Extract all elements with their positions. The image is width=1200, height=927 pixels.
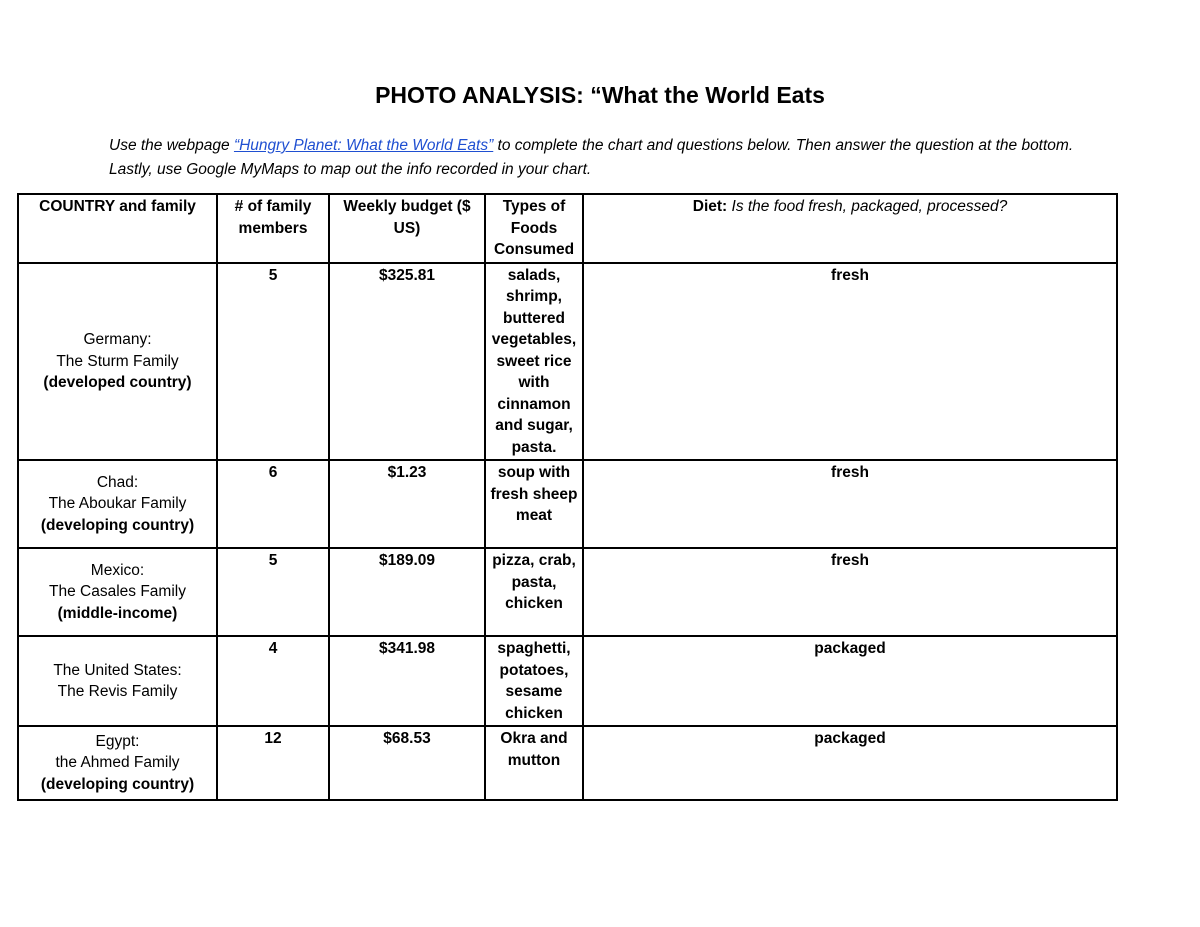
- diet-cell: fresh: [583, 460, 1117, 548]
- table-row: [18, 636, 1117, 726]
- budget-cell: $68.53: [329, 726, 485, 800]
- instructions-paragraph: [109, 134, 1099, 182]
- members-cell: 6: [217, 460, 329, 548]
- family-name: The Revis Family: [57, 683, 178, 700]
- foods-cell: spaghetti, potatoes, sesame chicken: [485, 636, 583, 726]
- page-title: PHOTO ANALYSIS: “What the World Eats: [375, 82, 825, 108]
- table-row: [18, 726, 1117, 800]
- country-status: (developing country): [40, 516, 195, 534]
- family-name: the Ahmed Family: [55, 754, 180, 772]
- budget-cell: $341.98: [329, 636, 485, 726]
- header-diet: [583, 194, 1117, 263]
- members-cell: 5: [217, 548, 329, 636]
- country-cell: [18, 548, 217, 636]
- instructions-text-after: to complete the chart and questions below. Then answer the question at the bottom. Lastly, use Google MyMaps to map out the info recorded in your chart.: [109, 137, 1074, 178]
- budget-cell: $189.09: [329, 548, 485, 636]
- foods-cell: pizza, crab, pasta, chicken: [485, 548, 583, 636]
- country-name: Germany:: [83, 331, 152, 348]
- table-header-row: [18, 194, 1117, 263]
- header-country: COUNTRY and family: [18, 194, 217, 263]
- table-row: [18, 460, 1117, 548]
- country-name: Chad:: [96, 473, 139, 491]
- country-cell: [18, 636, 217, 726]
- budget-cell: $1.23: [329, 460, 485, 548]
- diet-cell: packaged: [583, 636, 1117, 726]
- members-cell: 4: [217, 636, 329, 726]
- header-members: # of family members: [217, 194, 329, 263]
- table-row: [18, 548, 1117, 636]
- foods-cell: salads, shrimp, buttered vegetables, sweet rice with cinnamon and sugar, pasta.: [485, 263, 583, 461]
- hungry-planet-link[interactable]: “Hungry Planet: What the World Eats”: [233, 137, 494, 154]
- header-foods: Types of Foods Consumed: [485, 194, 583, 263]
- country-cell: [18, 726, 217, 800]
- country-status: (middle-income): [57, 604, 178, 622]
- country-name: The United States:: [53, 661, 182, 679]
- diet-cell: fresh: [583, 548, 1117, 636]
- country-name: Mexico:: [90, 561, 145, 579]
- family-name: The Casales Family: [49, 583, 186, 601]
- table-row: [18, 263, 1117, 461]
- budget-cell: $325.81: [329, 263, 485, 461]
- diet-cell: fresh: [583, 263, 1117, 461]
- country-cell: [18, 263, 217, 461]
- header-diet-question: Is the food fresh, packaged, processed?: [727, 198, 1008, 215]
- country-cell: [18, 460, 217, 548]
- members-cell: 12: [217, 726, 329, 800]
- diet-cell: packaged: [583, 726, 1117, 800]
- instructions-text-before: Use the webpage: [109, 137, 234, 154]
- members-cell: 5: [217, 263, 329, 461]
- country-status: (developed country): [43, 374, 192, 391]
- analysis-chart-table: [17, 193, 1118, 801]
- family-name: The Aboukar Family: [48, 495, 187, 513]
- country-status: (developing country): [40, 775, 195, 793]
- header-budget: Weekly budget ($ US): [329, 194, 485, 263]
- country-name: Egypt:: [95, 732, 140, 750]
- header-diet-label: Diet:: [692, 198, 728, 215]
- foods-cell: Okra and mutton: [485, 726, 583, 800]
- foods-cell: soup with fresh sheep meat: [485, 460, 583, 548]
- family-name: The Sturm Family: [56, 352, 179, 370]
